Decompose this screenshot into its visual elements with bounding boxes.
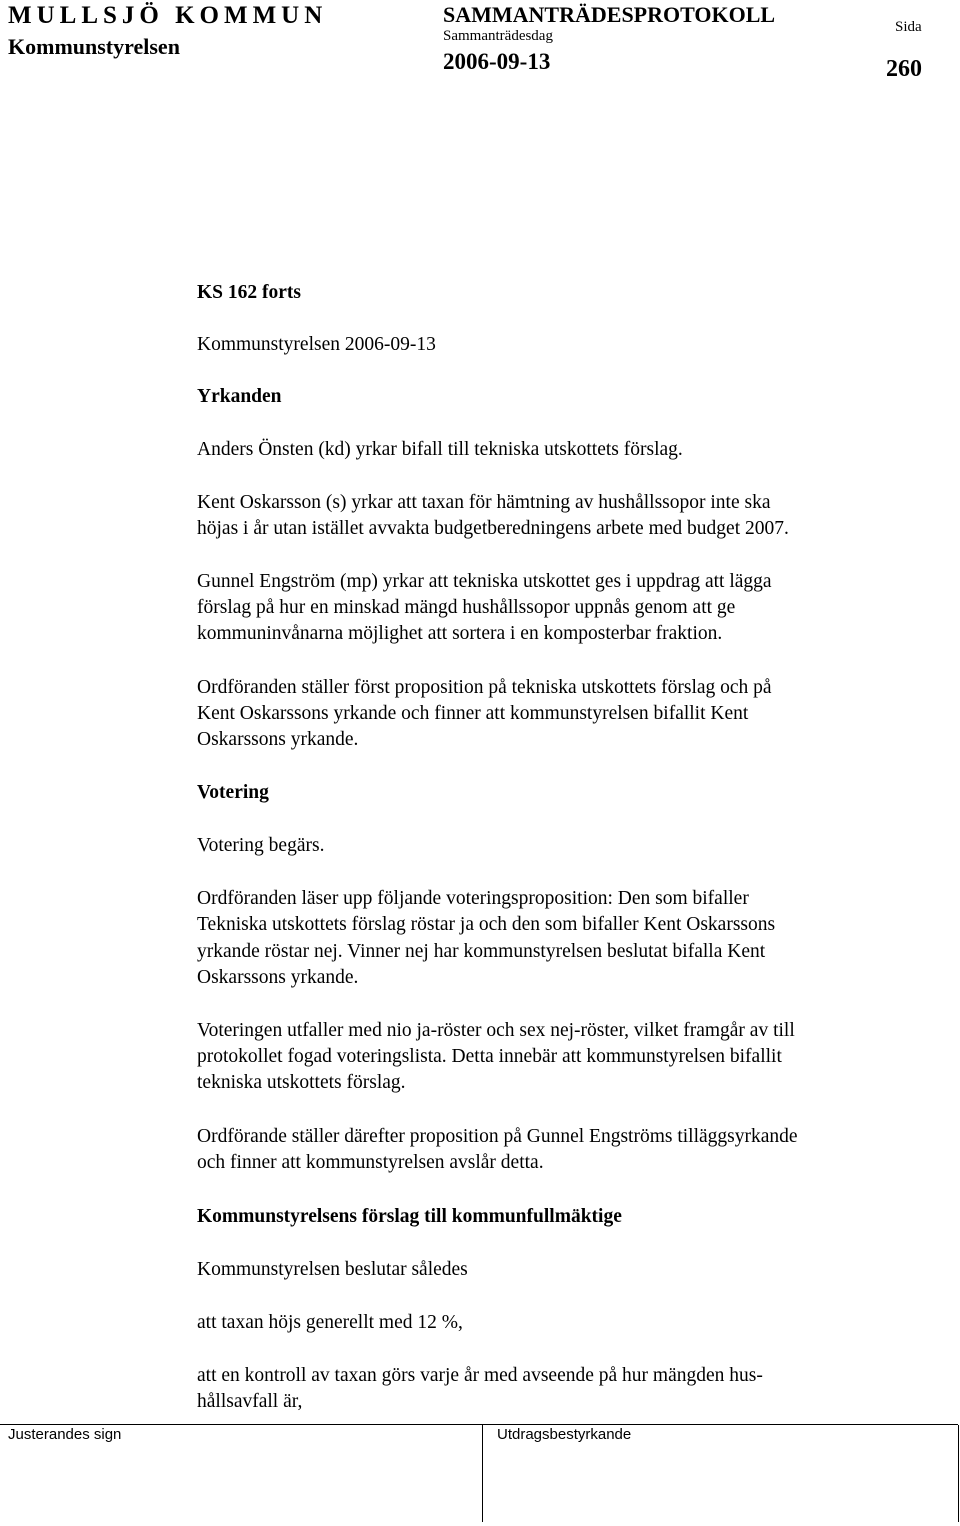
signature-box-edge (958, 1425, 959, 1522)
board-name: Kommunstyrelsen (8, 34, 180, 59)
paragraph-line: Votering begärs. (197, 835, 325, 856)
paragraph-line: Ordföranden läser upp följande voteringsproposition: Den som bifaller (197, 888, 749, 909)
paragraph-line: Ordförande ställer därefter proposition på Gunnel Engströms tilläggsyrkande (197, 1126, 798, 1147)
municipality-name: MULLSJÖ KOMMUN (8, 2, 328, 29)
yrkanden-heading: Yrkanden (197, 386, 282, 407)
paragraph-line: Ordföranden ställer först proposition på tekniska utskottets förslag och på (197, 677, 772, 698)
paragraph-line: Oskarssons yrkande. (197, 967, 359, 988)
paragraph-line: tekniska utskottets förslag. (197, 1072, 406, 1093)
footer-certification-label: Utdragsbestyrkande (497, 1426, 632, 1443)
proposal-heading: Kommunstyrelsens förslag till kommunfullmäktige (197, 1206, 622, 1227)
meeting-date-label: Sammanträdesdag (443, 28, 553, 44)
paragraph-line: Kent Oskarssons yrkande och finner att kommunstyrelsen bifallit Kent (197, 703, 749, 724)
meeting-date: 2006-09-13 (443, 49, 551, 74)
paragraph-line: Voteringen utfaller med nio ja-röster och sex nej-röster, vilket framgår av till (197, 1020, 795, 1041)
paragraph-line: Kent Oskarsson (s) yrkar att taxan för hämtning av hushållssopor inte ska (197, 492, 771, 513)
paragraph-line: förslag på hur en minskad mängd hushållssopor uppnås genom att ge (197, 597, 736, 618)
paragraph-line: Gunnel Engström (mp) yrkar att tekniska utskottet ges i uppdrag att lägga (197, 571, 772, 592)
footer-sign-label: Justerandes sign (8, 1426, 122, 1443)
case-heading: KS 162 forts (197, 282, 301, 303)
page-label: Sida (895, 19, 922, 35)
paragraph-line: protokollet fogad voteringslista. Detta innebär att kommunstyrelsen bifallit (197, 1046, 782, 1067)
document-type: SAMMANTRÄDESPROTOKOLL (443, 2, 776, 27)
page-number: 260 (886, 56, 922, 82)
paragraph-line: Oskarssons yrkande. (197, 729, 359, 750)
paragraph-line: Kommunstyrelsen beslutar således (197, 1259, 468, 1280)
paragraph-line: att taxan höjs generellt med 12 %, (197, 1312, 463, 1333)
paragraph-line: att en kontroll av taxan görs varje år med avseende på hur mängden hus- (197, 1365, 763, 1386)
paragraph-line: kommuninvånarna möjlighet att sortera i en komposterbar fraktion. (197, 623, 723, 644)
paragraph-line: höjas i år utan istället avvakta budgetberedningens arbete med budget 2007. (197, 518, 789, 539)
paragraph-line: Anders Önsten (kd) yrkar bifall till tekniska utskottets förslag. (197, 439, 683, 460)
votering-heading: Votering (197, 782, 269, 803)
meeting-line: Kommunstyrelsen 2006-09-13 (197, 334, 436, 355)
paragraph-line: Tekniska utskottets förslag röstar ja och den som bifaller Kent Oskarssons (197, 914, 776, 935)
paragraph-line: yrkande röstar nej. Vinner nej har kommunstyrelsen beslutat bifalla Kent (197, 941, 766, 962)
paragraph-line: och finner att kommunstyrelsen avslår detta. (197, 1152, 544, 1173)
paragraph-line: hållsavfall är, (197, 1391, 303, 1412)
